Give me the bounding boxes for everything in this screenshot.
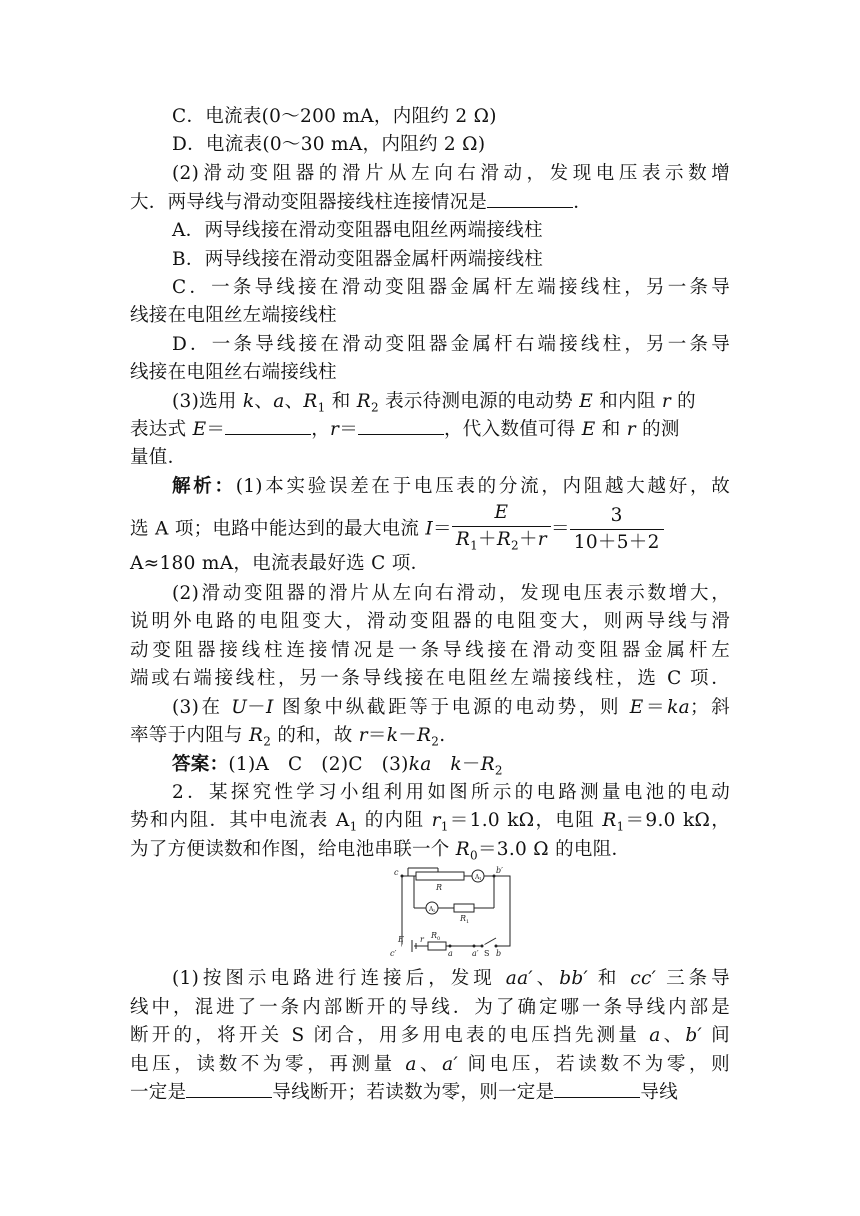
option-b: B．两导线接在滑动变阻器金属杆两端接线柱 (172, 249, 544, 270)
rheostat-r (416, 872, 464, 880)
fraction-current: $\frac{E}{R_1+R_2+r}$ (452, 500, 551, 559)
label-r1: R (460, 914, 467, 923)
label-a2-sub: 2 (433, 908, 436, 913)
option-c2-line-1: C．一条导线接在滑动变阻器金属杆左端接线柱，另一条导 (172, 277, 730, 298)
label-r: R (436, 883, 443, 892)
question-2-line-1: (2)滑动变阻器的滑片从左向右滑动，发现电压表示数增 (172, 163, 730, 184)
question-2-text: 大．两导线与滑动变阻器接线柱连接情况是 (130, 192, 488, 213)
label-a1: A (475, 874, 480, 881)
label-r0: R (431, 931, 438, 940)
question-2b-1-line-1: (1)按图示电路进行连接后，发现 aa′、bb′ 和 cc′ 三条导 (172, 968, 730, 989)
option-d: D．电流表(0～30 mA，内阻约 2 Ω) (172, 134, 486, 155)
label-a-prime: a′ (472, 949, 479, 958)
question-3-line-1: (3)选用 k、a、$R_1$ 和 $R_2$ 表示待测电源的电动势 E 和内阻 r 的 (172, 391, 696, 415)
resistor-r0 (428, 942, 446, 950)
label-r-internal: r (420, 935, 424, 944)
solution-line-2: 选 A 项；电路中能达到的最大电流 I＝ $\frac{E}{R_1+R_2+r}$ ＝ $\frac{3}{10+5+2}$ (130, 500, 730, 556)
solution-line-4: (2)滑动变阻器的滑片从左向右滑动，发现电压表示数增大， (172, 583, 730, 604)
answer-blank (554, 1079, 640, 1098)
answer-label: 答案： (172, 754, 229, 775)
question-2b-1-line-3: 断开的，将开关 S 闭合，用多用电表的电压挡先测量 a、b′ 间 (130, 1025, 730, 1046)
solution-line-7: 端或右端接线柱，另一条导线接在电阻丝左端接线柱，选 C 项． (130, 668, 730, 689)
option-d2-line-1: D．一条导线接在滑动变阻器金属杆右端接线柱，另一条导 (172, 334, 730, 355)
question-3-line-3: 量值． (130, 447, 187, 468)
option-c2-line-2: 线接在电阻丝左端接线柱 (130, 305, 337, 326)
question-2b-line-1: 2．某探究性学习小组利用如图所示的电路测量电池的电动 (172, 782, 730, 803)
answer-blank (225, 416, 311, 435)
period: ． (573, 192, 593, 213)
label-r0-sub: 0 (437, 936, 441, 942)
option-a: A．两导线接在滑动变阻器电阻丝两端接线柱 (172, 220, 543, 241)
resistor-r1 (454, 904, 474, 912)
label-e: E (398, 935, 404, 944)
option-d2-line-2: 线接在电阻丝右端接线柱 (130, 362, 337, 383)
solution-label: 解析： (172, 476, 236, 497)
question-2b-line-3: 为了方便读数和作图，给电池串联一个 $R_0=3.0$ Ω 的电阻． (130, 839, 631, 863)
question-2b-1-line-2: 线中，混进了一条内部断开的导线．为了确定哪一条导线内部是 (130, 997, 730, 1018)
solution-line-1: 解析：(1)本实验误差在于电压表的分流，内阻越大越好，故 (172, 476, 730, 497)
option-c: C．电流表(0～200 mA，内阻约 2 Ω) (172, 106, 497, 127)
question-2b-1-line-5: 一定是 导线断开；若读数为零，则一定是 导线 (130, 1079, 730, 1107)
answer-blank (358, 416, 444, 435)
answer-blank (186, 1079, 272, 1098)
solution-line-9: 率等于内阻与 $R_2$ 的和，故 $r=k-R_2$. (130, 725, 446, 749)
label-a1-sub: 1 (479, 876, 482, 881)
solution-line-3: A≈180 mA，电流表最好选 C 项． (130, 553, 430, 574)
fraction-numeric: $\frac{3}{10+5+2}$ (570, 503, 664, 556)
question-3-line-2: 表达式 E＝ ，r＝ ，代入数值可得 E 和 r 的测 (130, 416, 730, 444)
question-2b-line-2: 势和内阻．其中电流表 $A_1$ 的内阻 $r_1=1.0$ kΩ，电阻 $R_1=9.0$ kΩ， (130, 810, 731, 834)
label-r1-sub: 1 (466, 919, 470, 925)
solution-line-8: (3)在 U－I 图象中纵截距等于电源的电动势，则 E＝ka；斜 (172, 697, 730, 718)
question-2-line-2 (130, 189, 730, 217)
label-a2: A (429, 906, 434, 913)
label-a: a (448, 949, 453, 958)
answer-blank (487, 189, 573, 208)
label-c: c (394, 868, 399, 877)
label-b-prime: b′ (496, 866, 503, 875)
label-b: b (496, 949, 502, 958)
circuit-diagram (384, 866, 520, 962)
question-2b-1-line-4: 电压，读数不为零，再测量 a、a′ 间电压，若读数不为零，则 (130, 1054, 730, 1075)
label-s: S (484, 949, 490, 958)
label-c-prime: c′ (390, 949, 397, 958)
solution-line-6: 动变阻器接线柱连接情况是一条导线接在滑动变阻器金属杆左 (130, 640, 730, 661)
answer-line: 答案：(1)A C (2)C (3)ka $k-R_2$ (172, 754, 503, 778)
solution-line-5: 说明外电路的电阻变大，滑动变阻器的电阻变大，则两导线与滑 (130, 611, 730, 632)
